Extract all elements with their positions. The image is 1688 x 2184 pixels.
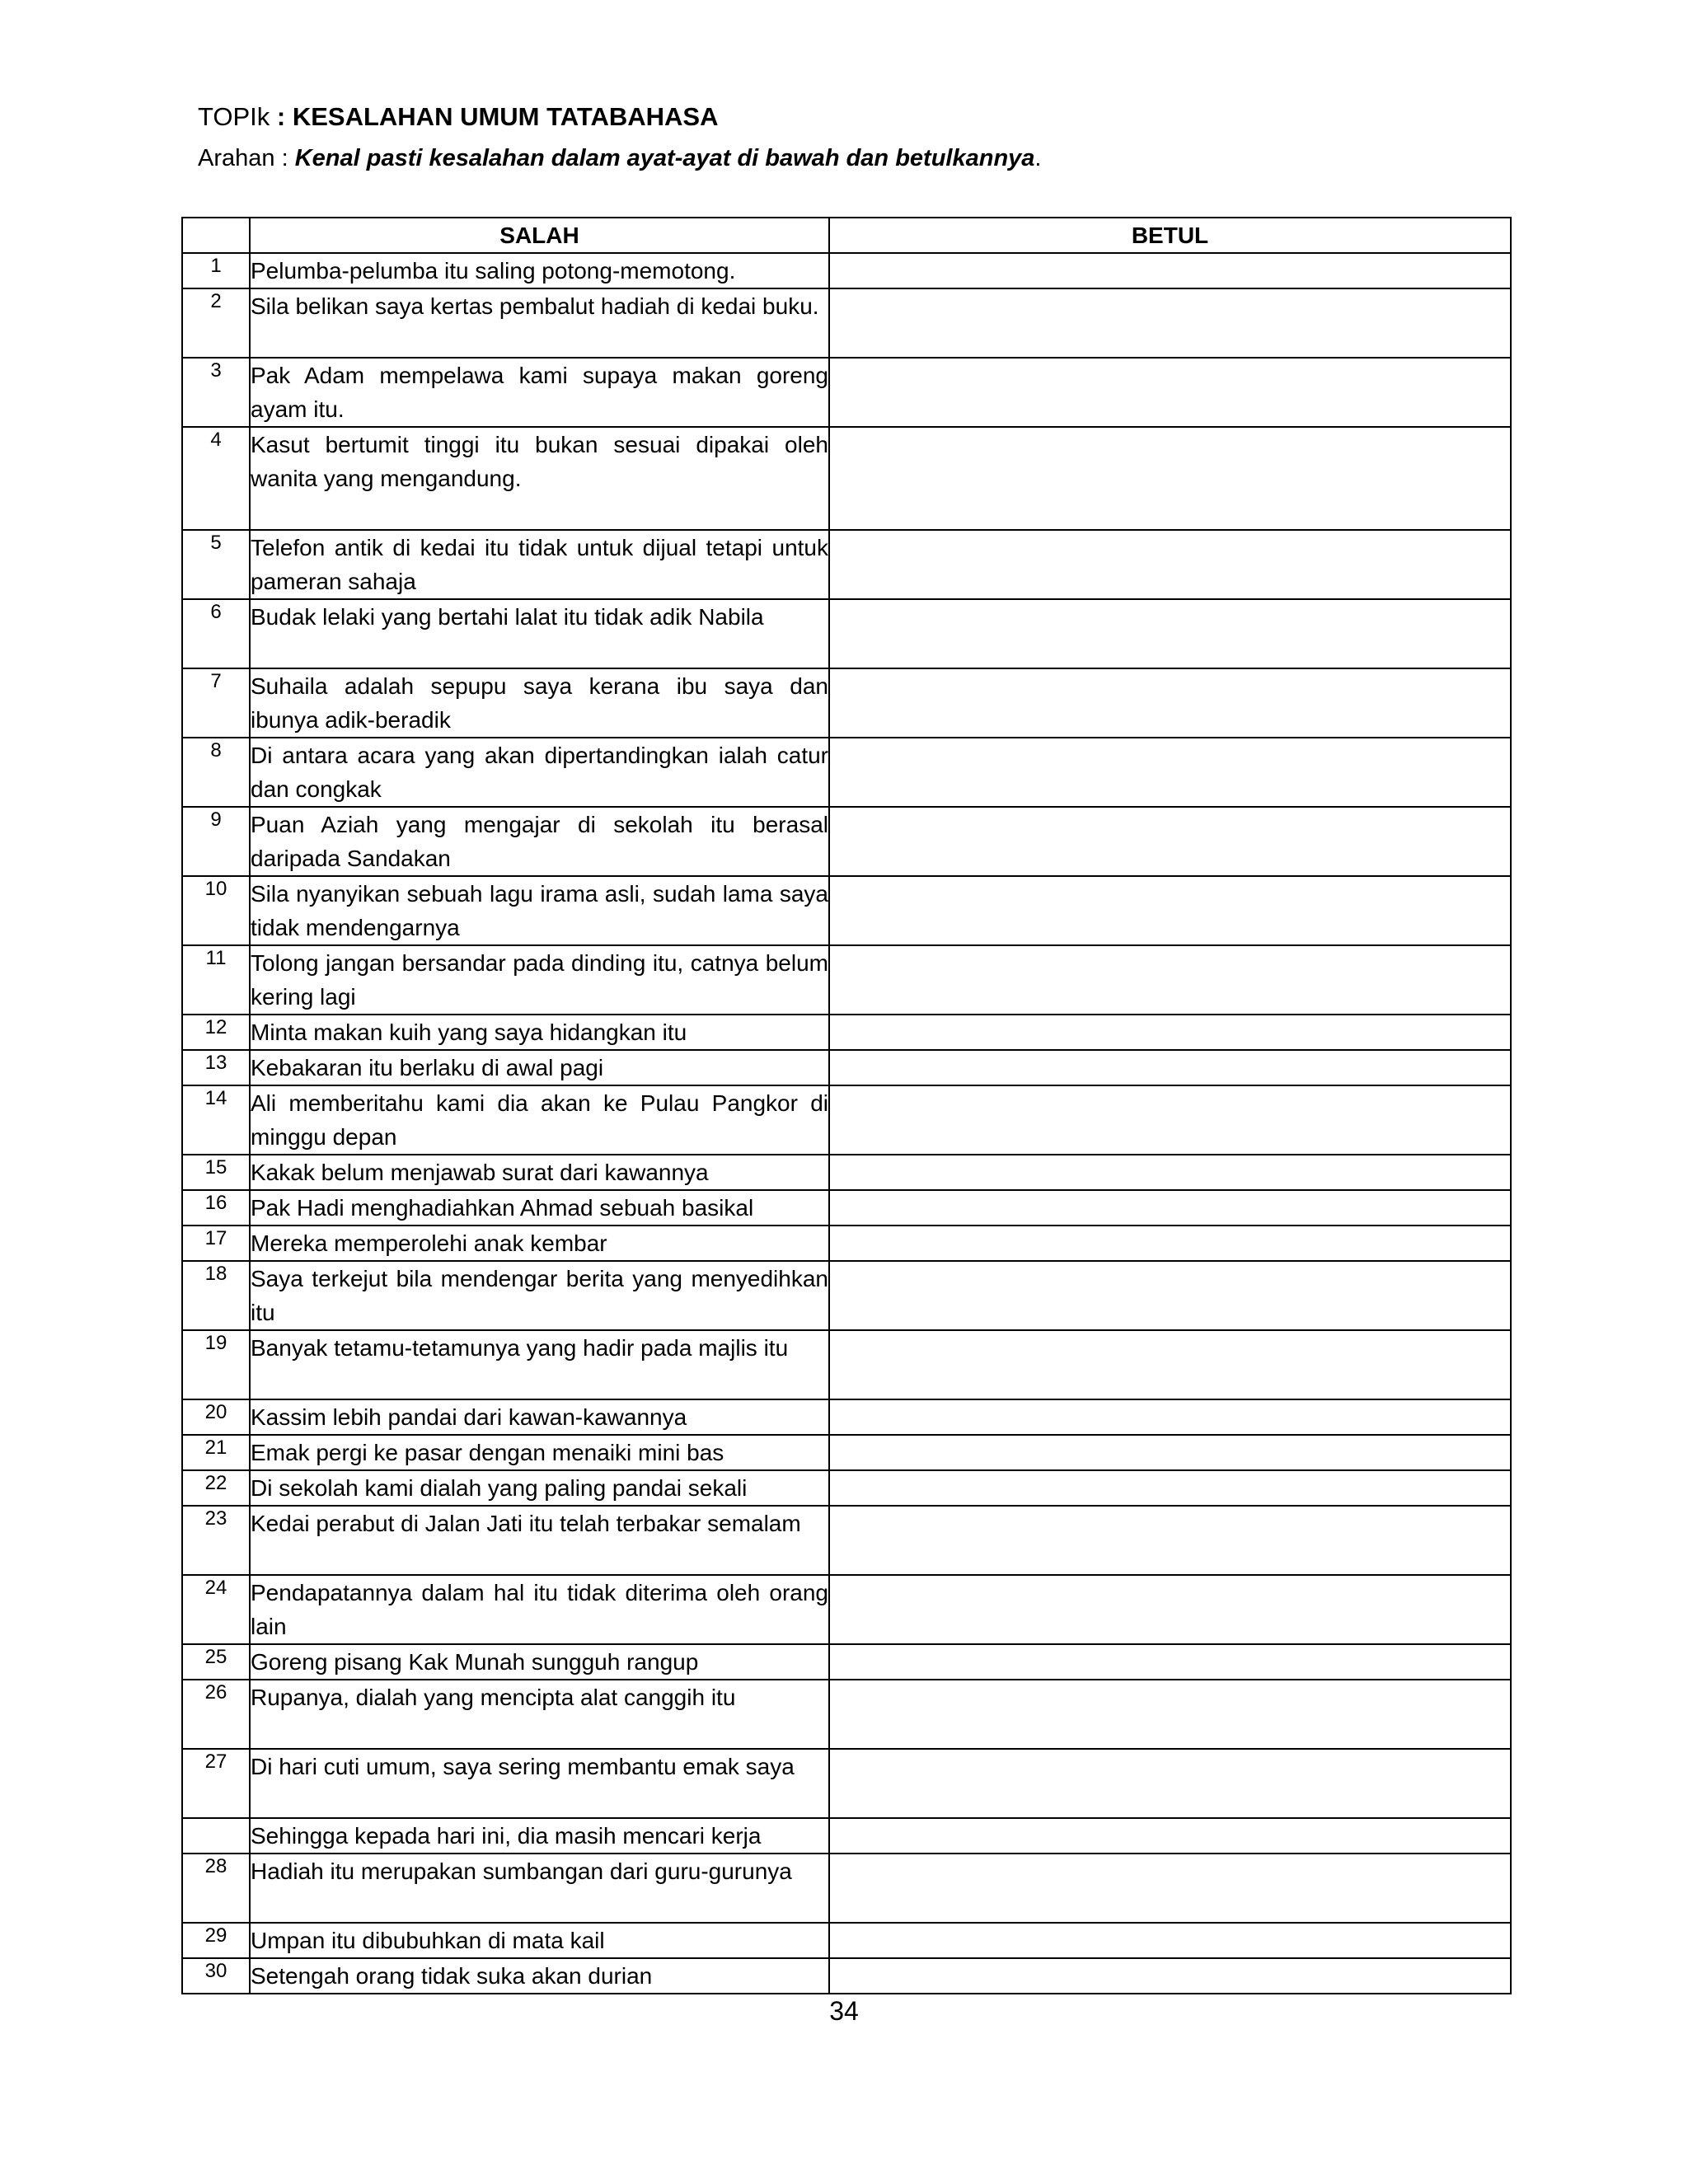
salah-cell <box>250 1015 829 1050</box>
table-row <box>182 427 1511 530</box>
table-row <box>182 1261 1511 1330</box>
salah-sentence: Sila nyanyikan sebuah lagu irama asli, sudah lama saya tidak mendengarnya <box>251 881 828 940</box>
table-row <box>182 876 1511 945</box>
row-number: 6 <box>182 599 250 668</box>
salah-sentence: Emak pergi ke pasar dengan menaiki mini bas <box>251 1440 724 1465</box>
betul-answer-cell[interactable] <box>829 599 1511 668</box>
table-row <box>182 1330 1511 1399</box>
row-number: 2 <box>182 288 250 358</box>
row-number: 9 <box>182 807 250 876</box>
salah-sentence: Kasut bertumit tinggi itu bukan sesuai dipakai oleh wanita yang mengandung. <box>251 432 828 491</box>
table-row <box>182 1680 1511 1749</box>
table-row <box>182 253 1511 288</box>
betul-answer-cell[interactable] <box>829 1050 1511 1085</box>
salah-sentence: Banyak tetamu-tetamunya yang hadir pada majlis itu <box>251 1335 789 1361</box>
salah-sentence: Kakak belum menjawab surat dari kawannya <box>251 1160 709 1185</box>
row-number: 21 <box>182 1435 250 1470</box>
table-row <box>182 1854 1511 1923</box>
salah-cell <box>250 358 829 427</box>
row-number: 4 <box>182 427 250 530</box>
row-number: 20 <box>182 1399 250 1435</box>
salah-cell <box>250 427 829 530</box>
salah-sentence: Saya terkejut bila mendengar berita yang menyedihkan itu <box>251 1266 828 1325</box>
betul-answer-cell[interactable] <box>829 1085 1511 1155</box>
row-number <box>182 1818 250 1854</box>
table-row <box>182 530 1511 599</box>
betul-answer-cell[interactable] <box>829 253 1511 288</box>
topic-heading <box>198 101 718 134</box>
table-row <box>182 1190 1511 1226</box>
salah-sentence: Minta makan kuih yang saya hidangkan itu <box>251 1019 687 1045</box>
betul-answer-cell[interactable] <box>829 1644 1511 1680</box>
row-number: 18 <box>182 1261 250 1330</box>
row-number: 10 <box>182 876 250 945</box>
salah-sentence: Ali memberitahu kami dia akan ke Pulau Pangkor di minggu depan <box>251 1090 828 1150</box>
salah-cell <box>250 1680 829 1749</box>
salah-cell <box>250 1854 829 1923</box>
salah-sentence: Puan Aziah yang mengajar di sekolah itu berasal daripada Sandakan <box>251 812 828 871</box>
betul-answer-cell[interactable] <box>829 1155 1511 1190</box>
salah-cell <box>250 1399 829 1435</box>
row-number: 29 <box>182 1923 250 1958</box>
salah-sentence: Mereka memperolehi anak kembar <box>251 1230 607 1256</box>
table-row <box>182 807 1511 876</box>
salah-sentence: Di hari cuti umum, saya sering membantu emak saya <box>251 1754 795 1779</box>
salah-sentence: Pak Adam mempelawa kami supaya makan goreng ayam itu. <box>251 363 828 422</box>
table-row <box>182 1818 1511 1854</box>
salah-cell <box>250 1155 829 1190</box>
salah-cell <box>250 1226 829 1261</box>
salah-sentence: Goreng pisang Kak Munah sungguh rangup <box>251 1649 699 1675</box>
table-row <box>182 288 1511 358</box>
salah-sentence: Sehingga kepada hari ini, dia masih mencari kerja <box>251 1823 762 1849</box>
salah-cell <box>250 1470 829 1506</box>
salah-cell <box>250 530 829 599</box>
salah-sentence: Sila belikan saya kertas pembalut hadiah di kedai buku. <box>251 293 819 319</box>
betul-answer-cell[interactable] <box>829 288 1511 358</box>
betul-answer-cell[interactable] <box>829 1226 1511 1261</box>
betul-answer-cell[interactable] <box>829 1506 1511 1575</box>
table-row <box>182 1470 1511 1506</box>
row-number: 12 <box>182 1015 250 1050</box>
betul-answer-cell[interactable] <box>829 1015 1511 1050</box>
salah-sentence: Kedai perabut di Jalan Jati itu telah terbakar semalam <box>251 1511 801 1536</box>
salah-sentence: Kassim lebih pandai dari kawan-kawannya <box>251 1404 687 1430</box>
row-number: 24 <box>182 1575 250 1644</box>
salah-sentence: Telefon antik di kedai itu tidak untuk dijual tetapi untuk pameran sahaja <box>251 535 828 594</box>
salah-cell <box>250 1958 829 1994</box>
betul-answer-cell[interactable] <box>829 427 1511 530</box>
row-number: 30 <box>182 1958 250 1994</box>
salah-cell <box>250 1644 829 1680</box>
row-number: 27 <box>182 1749 250 1818</box>
salah-cell <box>250 1506 829 1575</box>
salah-cell <box>250 253 829 288</box>
row-number: 17 <box>182 1226 250 1261</box>
betul-answer-cell[interactable] <box>829 1680 1511 1749</box>
betul-answer-cell[interactable] <box>829 738 1511 807</box>
betul-answer-cell[interactable] <box>829 1923 1511 1958</box>
table-row <box>182 358 1511 427</box>
betul-answer-cell[interactable] <box>829 1818 1511 1854</box>
row-number: 14 <box>182 1085 250 1155</box>
salah-sentence: Hadiah itu merupakan sumbangan dari guru-gurunya <box>251 1858 792 1884</box>
table-row <box>182 1435 1511 1470</box>
betul-answer-cell[interactable] <box>829 876 1511 945</box>
salah-sentence: Kebakaran itu berlaku di awal pagi <box>251 1055 604 1080</box>
salah-cell <box>250 1330 829 1399</box>
header-salah: SALAH <box>250 218 829 253</box>
betul-answer-cell[interactable] <box>829 358 1511 427</box>
table-row <box>182 1575 1511 1644</box>
betul-answer-cell[interactable] <box>829 1470 1511 1506</box>
salah-cell <box>250 1923 829 1958</box>
table-row <box>182 1644 1511 1680</box>
salah-cell <box>250 1818 829 1854</box>
table-row <box>182 1155 1511 1190</box>
row-number: 5 <box>182 530 250 599</box>
salah-sentence: Setengah orang tidak suka akan durian <box>251 1963 653 1989</box>
row-number: 3 <box>182 358 250 427</box>
betul-answer-cell[interactable] <box>829 530 1511 599</box>
salah-sentence: Di sekolah kami dialah yang paling pandai sekali <box>251 1475 748 1501</box>
table-row <box>182 738 1511 807</box>
table-row <box>182 1923 1511 1958</box>
salah-sentence: Tolong jangan bersandar pada dinding itu, catnya belum kering lagi <box>251 950 828 1010</box>
row-number: 7 <box>182 668 250 738</box>
salah-sentence: Suhaila adalah sepupu saya kerana ibu saya dan ibunya adik-beradik <box>251 673 828 733</box>
betul-answer-cell[interactable] <box>829 1190 1511 1226</box>
table-row <box>182 945 1511 1015</box>
salah-cell <box>250 876 829 945</box>
row-number: 15 <box>182 1155 250 1190</box>
row-number: 22 <box>182 1470 250 1506</box>
table-row <box>182 1506 1511 1575</box>
salah-sentence: Pelumba-pelumba itu saling potong-memotong. <box>251 258 736 284</box>
betul-answer-cell[interactable] <box>829 1958 1511 1994</box>
betul-answer-cell[interactable] <box>829 1399 1511 1435</box>
table-row <box>182 668 1511 738</box>
salah-cell <box>250 1435 829 1470</box>
table-row <box>182 1958 1511 1994</box>
salah-sentence: Umpan itu dibubuhkan di mata kail <box>251 1928 605 1953</box>
salah-cell <box>250 599 829 668</box>
row-number: 19 <box>182 1330 250 1399</box>
row-number: 23 <box>182 1506 250 1575</box>
salah-cell <box>250 1050 829 1085</box>
row-number: 1 <box>182 253 250 288</box>
betul-answer-cell[interactable] <box>829 1575 1511 1644</box>
salah-sentence: Rupanya, dialah yang mencipta alat canggih itu <box>251 1685 736 1710</box>
row-number: 28 <box>182 1854 250 1923</box>
table-row <box>182 1015 1511 1050</box>
instruction-label: Arahan : <box>198 145 288 171</box>
betul-answer-cell[interactable] <box>829 668 1511 738</box>
salah-cell <box>250 1261 829 1330</box>
salah-cell <box>250 1575 829 1644</box>
betul-answer-cell[interactable] <box>829 807 1511 876</box>
salah-cell <box>250 288 829 358</box>
betul-answer-cell[interactable] <box>829 1854 1511 1923</box>
betul-answer-cell[interactable] <box>829 1749 1511 1818</box>
betul-answer-cell[interactable] <box>829 1261 1511 1330</box>
salah-cell <box>250 668 829 738</box>
header-betul: BETUL <box>829 218 1511 253</box>
header-number <box>182 218 250 253</box>
table-row <box>182 1226 1511 1261</box>
betul-answer-cell[interactable] <box>829 1330 1511 1399</box>
table-row <box>182 1050 1511 1085</box>
salah-cell <box>250 945 829 1015</box>
topic-title: : KESALAHAN UMUM TATABAHASA <box>276 102 719 131</box>
row-number: 8 <box>182 738 250 807</box>
salah-sentence: Di antara acara yang akan dipertandingkan ialah catur dan congkak <box>251 743 828 802</box>
table-row <box>182 1085 1511 1155</box>
row-number: 25 <box>182 1644 250 1680</box>
row-number: 13 <box>182 1050 250 1085</box>
row-number: 26 <box>182 1680 250 1749</box>
correction-table <box>181 217 1512 1994</box>
salah-cell <box>250 1190 829 1226</box>
salah-cell <box>250 1749 829 1818</box>
topic-prefix: TOPIk <box>198 102 270 131</box>
betul-answer-cell[interactable] <box>829 1435 1511 1470</box>
table-header-row <box>182 218 1511 253</box>
betul-answer-cell[interactable] <box>829 945 1511 1015</box>
salah-cell <box>250 738 829 807</box>
instruction-line <box>198 142 1041 175</box>
salah-sentence: Pak Hadi menghadiahkan Ahmad sebuah basikal <box>251 1195 754 1221</box>
table-row <box>182 599 1511 668</box>
salah-cell <box>250 807 829 876</box>
row-number: 16 <box>182 1190 250 1226</box>
row-number: 11 <box>182 945 250 1015</box>
instruction-text: Kenal pasti kesalahan dalam ayat-ayat di bawah dan betulkannya <box>294 145 1035 171</box>
salah-sentence: Pendapatannya dalam hal itu tidak diterima oleh orang lain <box>251 1580 828 1639</box>
salah-cell <box>250 1085 829 1155</box>
table-row <box>182 1749 1511 1818</box>
page-number: 34 <box>829 1996 859 2026</box>
salah-sentence: Budak lelaki yang bertahi lalat itu tidak adik Nabila <box>251 604 764 630</box>
table-row <box>182 1399 1511 1435</box>
instruction-end: . <box>1034 145 1042 171</box>
